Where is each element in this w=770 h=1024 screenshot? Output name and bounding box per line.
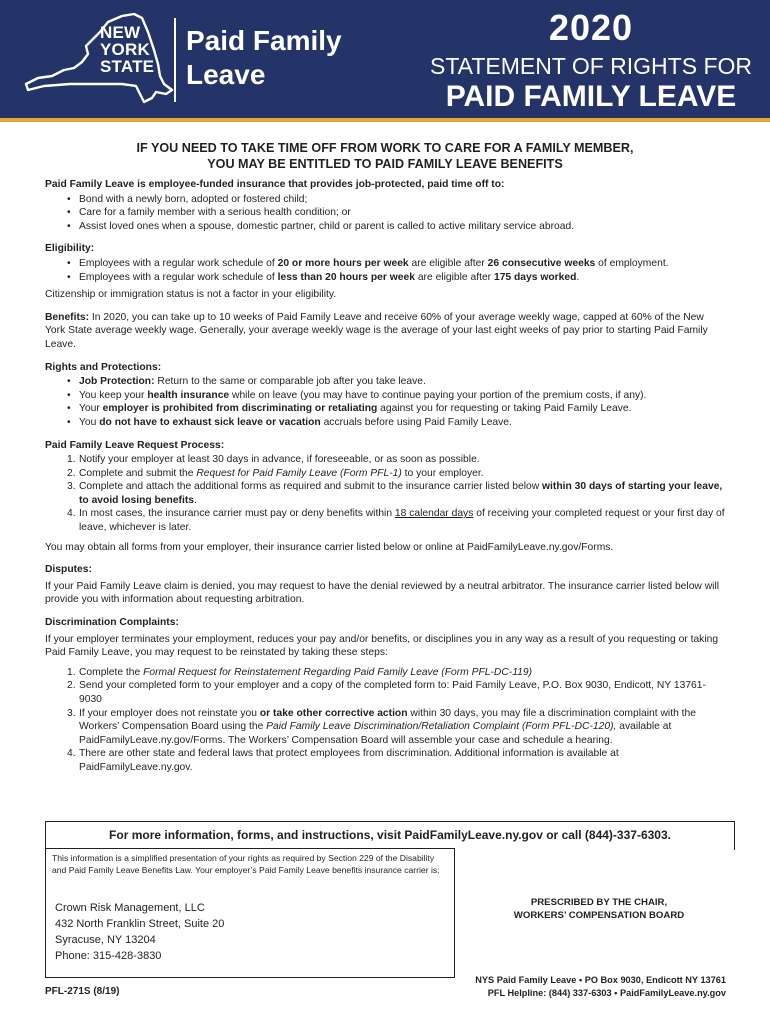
text-run: are eligible after <box>408 257 488 269</box>
prescribed-by <box>474 896 724 922</box>
citizenship-note: Citizenship or immigration status is not a factor in your eligibility. <box>45 289 337 301</box>
text-run: There are other state and federal laws that protect employees from discrimination. Additional information is available at PaidFamilyLeave.ny.gov. <box>79 748 619 773</box>
nys-logo-line: NEW <box>100 23 141 42</box>
header-statement: STATEMENT OF RIGHTS FOR <box>430 53 752 79</box>
discrimination-steps <box>45 666 725 775</box>
intro-lead: Paid Family Leave is employee-funded insurance that provides job-protected, paid time off to: <box>45 179 505 190</box>
list-item <box>45 507 725 534</box>
list-item <box>45 467 725 481</box>
discrimination-intro: If your employer terminates your employment, reduces your pay and/or benefits, or disciplines you in any way as a result of you requesting or taking Paid Family Leave, you may request to be reinstated by taking these steps: <box>45 633 719 659</box>
header-accent-line <box>0 118 770 122</box>
text-run-bold: 26 consecutive weeks <box>487 257 596 269</box>
page-title: PAID FAMILY LEAVE <box>445 80 737 113</box>
text-run: while on leave (you may have to continue paying your portion of the premium costs, if any). <box>229 389 647 401</box>
list-item <box>45 666 725 680</box>
request-steps <box>45 453 725 535</box>
prescribed-line: PRESCRIBED BY THE CHAIR, <box>530 897 668 908</box>
list-item <box>45 402 725 416</box>
text-run: Employees with a regular work schedule of <box>79 271 278 283</box>
text-run-bold: less than 20 hours per week <box>277 271 415 283</box>
section-heading: Paid Family Leave Request Process: <box>45 439 225 451</box>
list-item: • Assist loved ones when a spouse, domestic partner, child or parent is called to active military service abroad. <box>45 220 725 234</box>
text-run: available at PaidFamilyLeave.ny.gov/Forms. The Workers’ Compensation Board will assemble your case and schedule a hearing. <box>79 721 672 746</box>
text-run: are eligible after <box>414 271 494 283</box>
carrier-name: Crown Risk Management, LLC <box>55 902 205 914</box>
step-number: 1. <box>67 666 76 678</box>
text-run: against you for requesting or taking Paid Family Leave. <box>377 403 632 415</box>
text-run: Complete and attach the additional forms as required and submit to the insurance carrier listed below <box>79 481 543 493</box>
form-reference: Formal Request for Reinstatement Regarding Paid Family Leave (Form PFL-DC-119) <box>143 666 533 678</box>
list-item: • Bond with a newly born, adopted or fostered child; <box>45 193 725 207</box>
text-run-bold: 175 days worked <box>493 271 577 283</box>
eligibility-section <box>45 242 725 301</box>
section-heading: Eligibility: <box>45 243 95 255</box>
text-run-bold: or take other corrective action <box>259 707 408 719</box>
new-york-state-logo-text <box>100 24 154 75</box>
section-heading: Rights and Protections: <box>45 361 162 373</box>
headline-line: YOU MAY BE ENTITLED TO PAID FAMILY LEAVE BENEFITS <box>207 157 563 171</box>
headline <box>45 140 725 172</box>
text-run: Complete the <box>79 666 144 678</box>
text-run: of receiving your completed request or your first day of leave, whichever is later. <box>79 508 725 534</box>
text-run: You keep your <box>79 389 148 401</box>
footer-helpline: PFL Helpline: (844) 337-6303 • PaidFamilyLeave.ny.gov <box>487 988 726 998</box>
text-run-bold: 20 or more hours per week <box>277 257 409 269</box>
text-run: Notify your employer at least 30 days in advance, if foreseeable, or as soon as possible. <box>79 454 480 466</box>
benefits-section <box>45 311 725 352</box>
carrier-city: Syracuse, NY 13204 <box>55 934 156 946</box>
form-reference: Request for Paid Family Leave (Form PFL-1) <box>196 467 402 479</box>
text-run-bold: Job Protection: <box>79 376 155 388</box>
list-item <box>45 389 725 403</box>
form-number: PFL-271S (8/19) <box>45 986 120 997</box>
text-run: Your <box>79 403 103 415</box>
text-run: You <box>79 416 100 428</box>
step-number: 3. <box>67 481 76 493</box>
list-item <box>45 257 725 271</box>
step-number: 1. <box>67 454 76 466</box>
step-number: 4. <box>67 748 76 760</box>
list-item <box>45 271 725 285</box>
nys-logo-line: YORK <box>100 40 150 59</box>
insurance-carrier-box <box>45 848 455 978</box>
header-divider <box>174 18 176 102</box>
text-run: of employment. <box>595 257 669 269</box>
section-heading: Disputes: <box>45 564 92 576</box>
carrier-address <box>55 900 224 964</box>
text-run-bold: health insurance <box>147 389 230 401</box>
nys-logo-line: STATE <box>100 57 155 76</box>
list-item: • Care for a family member with a serious health condition; or <box>45 206 725 220</box>
text-run: Return to the same or comparable job after you take leave. <box>154 376 426 388</box>
section-heading: Discrimination Complaints: <box>45 617 179 629</box>
list-item <box>45 375 725 389</box>
more-information-bar: For more information, forms, and instructions, visit PaidFamilyLeave.ny.gov or call (844)-337-6303. <box>45 821 735 850</box>
text-run: . <box>576 271 580 283</box>
footer-contact <box>380 974 726 1000</box>
list-item <box>45 480 725 507</box>
discrimination-section <box>45 616 725 775</box>
paid-family-leave-logo <box>186 24 342 92</box>
carrier-note: This information is a simplified presentation of your rights as required by Section 229 of the Disability and Paid Family Leave Benefits Law. Your employer’s Paid Family Leave benefits insurance carrier is: <box>52 853 440 875</box>
section-heading: Benefits: <box>45 311 90 323</box>
rights-section <box>45 361 725 430</box>
list-item <box>45 747 725 774</box>
pfl-logo-line: Leave <box>186 59 266 90</box>
header-banner <box>0 0 770 120</box>
list-item <box>45 679 725 706</box>
main-content <box>45 140 725 775</box>
forms-note: You may obtain all forms from your employer, their insurance carrier listed below or online at PaidFamilyLeave.ny.gov/Forms. <box>45 541 614 553</box>
disputes-text: If your Paid Family Leave claim is denied, you may request to have the denial reviewed by a neutral arbitrator. The insurance carrier listed below will provide you with information about requesting arbitration. <box>45 580 720 606</box>
carrier-street: 432 North Franklin Street, Suite 20 <box>55 918 225 930</box>
header-title-block <box>430 8 752 114</box>
form-reference: Paid Family Leave Discrimination/Retaliation Complaint (Form PFL-DC-120), <box>266 721 617 733</box>
rights-list <box>45 375 725 429</box>
text-run: Complete and submit the <box>79 467 197 479</box>
list-item <box>45 453 725 467</box>
step-number: 3. <box>67 707 76 719</box>
text-run: In most cases, the insurance carrier must pay or deny benefits within <box>79 508 395 520</box>
step-number: 2. <box>67 680 76 692</box>
header-year: 2020 <box>548 7 634 48</box>
list-item <box>45 707 725 748</box>
prescribed-line: WORKERS’ COMPENSATION BOARD <box>513 910 685 921</box>
text-run: . <box>194 494 197 506</box>
pfl-logo-line: Paid Family <box>186 25 342 56</box>
text-run: If your employer does not reinstate you <box>79 707 260 719</box>
text-run-bold: within 30 days of starting your leave, to avoid losing benefits <box>79 481 723 506</box>
text-run: within 30 days, you may file a discrimination complaint with the Workers’ Compensation Board using the <box>79 707 696 733</box>
footer-address: NYS Paid Family Leave • PO Box 9030, Endicott NY 13761 <box>475 975 726 985</box>
text-run: Send your completed form to your employer and a copy of the completed form to: Paid Family Leave, P.O. Box 9030, Endicott, NY 13761-9030 <box>79 680 706 705</box>
text-run-underline: 18 calendar days <box>394 508 474 520</box>
disputes-section <box>45 563 725 607</box>
text-run-bold: do not have to exhaust sick leave or vacation <box>99 416 321 428</box>
list-item <box>45 416 725 430</box>
eligibility-list <box>45 257 725 284</box>
carrier-phone: Phone: 315-428-3830 <box>55 950 162 962</box>
intro-section <box>45 178 725 233</box>
text-run: to your employer. <box>401 467 484 479</box>
step-number: 4. <box>67 508 76 520</box>
headline-line: IF YOU NEED TO TAKE TIME OFF FROM WORK TO CARE FOR A FAMILY MEMBER, <box>136 141 634 155</box>
text-run: Employees with a regular work schedule of <box>79 257 278 269</box>
text-run: accruals before using Paid Family Leave. <box>320 416 512 428</box>
benefits-text: In 2020, you can take up to 10 weeks of Paid Family Leave and receive 60% of your average weekly wage, capped at 60% of the New York State average weekly wage. Generally, your average weekly wage is the average of your last eight weeks of pay prior to starting Paid Family Leave. <box>45 311 708 350</box>
request-process-section <box>45 439 725 555</box>
intro-list <box>45 193 725 234</box>
text-run-bold: employer is prohibited from discriminating or retaliating <box>102 403 378 415</box>
step-number: 2. <box>67 467 76 479</box>
